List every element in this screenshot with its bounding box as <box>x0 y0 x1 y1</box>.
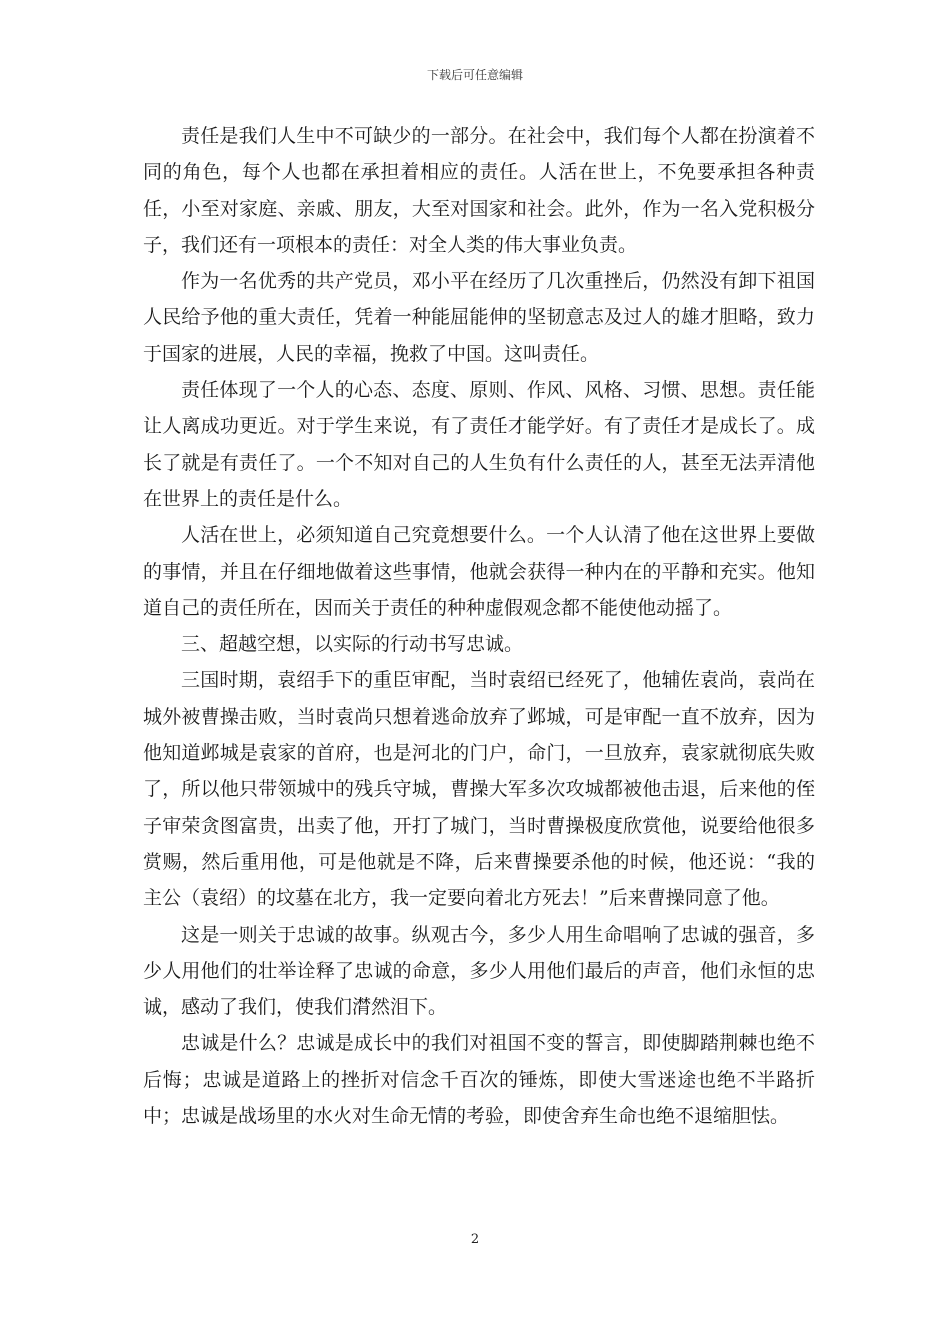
body-text <box>143 118 815 1134</box>
paragraph: 这是一则关于忠诚的故事。纵观古今，多少人用生命唱响了忠诚的强音，多少人用他们的壮举诠释了忠诚的命意，多少人用他们最后的声音，他们永恒的忠诚，感动了我们，使我们潸然泪下。 <box>143 923 815 1019</box>
paragraph: 三国时期，袁绍手下的重臣审配，当时袁绍已经死了，他辅佐袁尚，袁尚在城外被曹操击败，当时袁尚只想着逃命放弃了邺城，可是审配一直不放弃，因为他知道邺城是袁家的首府，也是河北的门户，命门，一旦放弃，袁家就彻底失败了，所以他只带领城中的残兵守城，曹操大军多次攻城都被他击退，后来他的侄子审荣贪图富贵，出卖了他，开打了城门，当时曹操极度欣赏他，说要给他很多赏赐，然后重用他，可是他就是不降，后来曹操要杀他的时候，他还说：“我的主公（袁绍）的坟墓在北方，我一定要向着北方死去！”后来曹操同意了他。 <box>143 669 815 910</box>
paragraph: 责任是我们人生中不可缺少的一部分。在社会中，我们每个人都在扮演着不同的角色，每个人也都在承担着相应的责任。人活在世上，不免要承担各种责任，小至对家庭、亲戚、朋友，大至对国家和社会。此外，作为一名入党积极分子，我们还有一项根本的责任：对全人类的伟大事业负责。 <box>143 125 815 256</box>
paragraph: 人活在世上，必须知道自己究竟想要什么。一个人认清了他在这世界上要做的事情，并且在仔细地做着这些事情，他就会获得一种内在的平静和充实。他知道自己的责任所在，因而关于责任的种种虚假观念都不能使他动摇了。 <box>143 524 815 619</box>
section-heading: 三、超越空想，以实际的行动书写忠诚。 <box>181 633 524 656</box>
page-header: 下载后可任意编辑 <box>426 68 523 82</box>
paragraph: 忠诚是什么？忠诚是成长中的我们对祖国不变的誓言，即使脚踏荆棘也绝不后悔；忠诚是道路上的挫折对信念千百次的锤炼，即使大雪迷途也绝不半路折中；忠诚是战场里的水火对生命无情的考验，即使舍弃生命也绝不退缩胆怯。 <box>143 1032 815 1128</box>
page-number: 2 <box>470 1232 480 1247</box>
paragraph: 作为一名优秀的共产党员，邓小平在经历了几次重挫后，仍然没有卸下祖国人民给予他的重大责任，凭着一种能屈能伸的坚韧意志及过人的雄才胆略，致力于国家的进展，人民的幸福，挽救了中国。这叫责任。 <box>143 270 815 365</box>
paragraph: 责任体现了一个人的心态、态度、原则、作风、风格、习惯、思想。责任能让人离成功更近。对于学生来说，有了责任才能学好。有了责任才是成长了。成长了就是有责任了。一个不知对自己的人生负有什么责任的人，甚至无法弄清他在世界上的责任是什么。 <box>143 379 815 510</box>
